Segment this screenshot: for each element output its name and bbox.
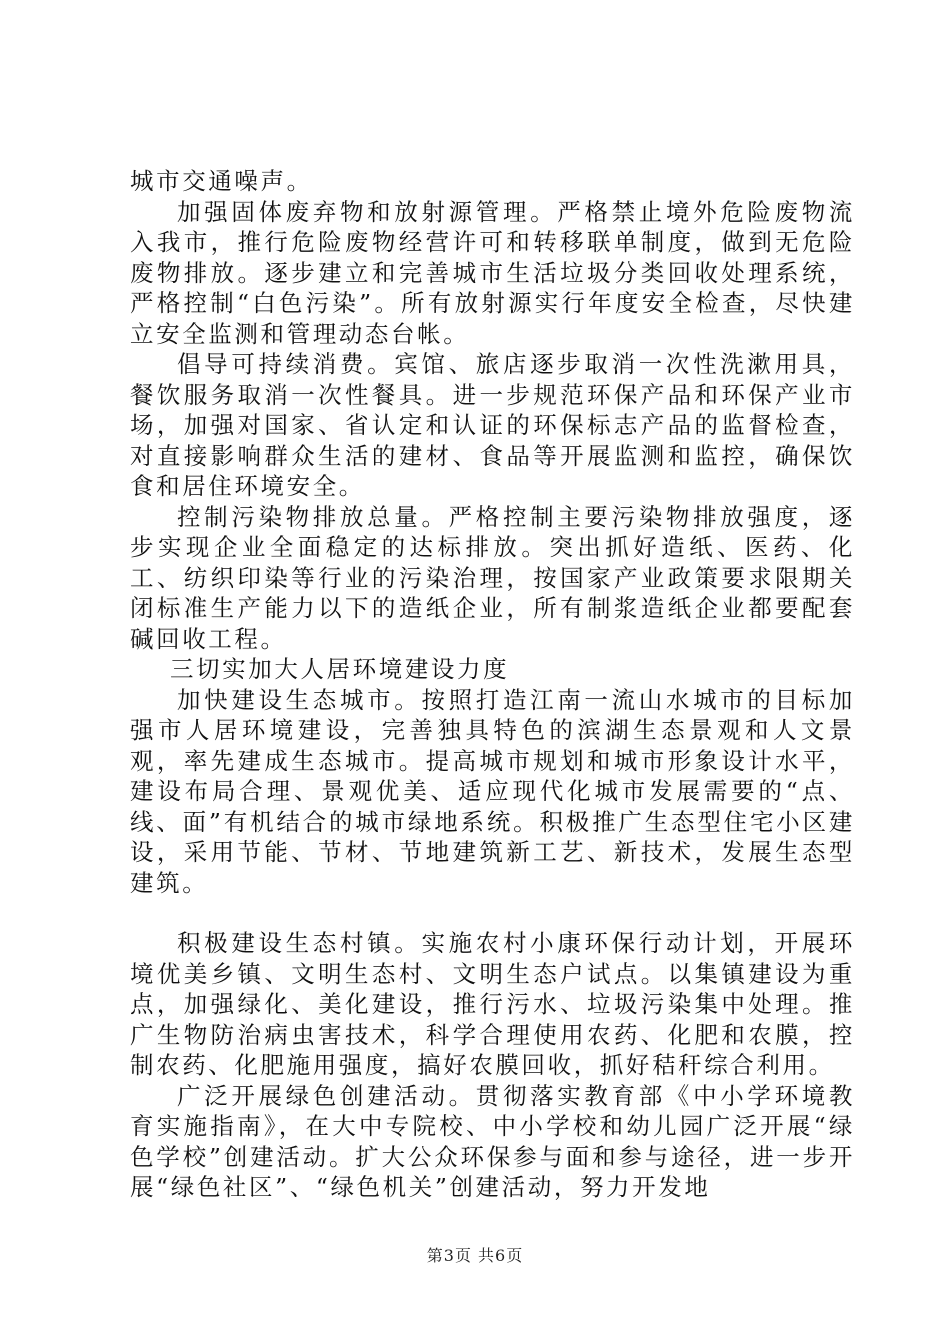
document-body [130,166,855,1203]
paragraph-sustainable-consumption: 倡导可持续消费。宾馆、旅店逐步取消一次性洗漱用具，餐饮服务取消一次性餐具。进一步规范环保产品和环保产业市场，加强对国家、省认定和认证的环保标志产品的监督检查，对直接影响群众生活的建材、食品等开展监测和监控，确保饮食和居住环境安全。 [130,350,855,500]
paragraph-gap [130,898,855,928]
paragraph-solid-waste: 加强固体废弃物和放射源管理。严格禁止境外危险废物流入我市，推行危险废物经营许可和转移联单制度，做到无危险废物排放。逐步建立和完善城市生活垃圾分类回收处理系统，严格控制“白色污染”。所有放射源实行年度安全检查，尽快建立安全监测和管理动态台帐。 [130,197,855,348]
paragraph-eco-city: 加快建设生态城市。按照打造江南一流山水城市的目标加强市人居环境建设，完善独具特色的滨湖生态景观和人文景观，率先建成生态城市。提高城市规划和城市形象设计水平，建设布局合理、景观优美、适应现代化城市发展需要的“点、线、面”有机结合的城市绿地系统。积极推广生态型住宅小区建设，采用节能、节材、节地建筑新工艺、新技术，发展生态型建筑。 [130,685,855,897]
section-heading: 三切实加大人居环境建设力度 [169,655,510,683]
paragraph-traffic-noise: 城市交通噪声。 [130,167,313,195]
paragraph-green-campaign: 广泛开展绿色创建活动。贯彻落实教育部《中小学环境教育实施指南》，在大中专院校、中小学校和幼儿园广泛开展“绿色学校”创建活动。扩大公众环保参与面和参与途径，进一步开展“绿色社区”、“绿色机关”创建活动，努力开发地 [130,1081,855,1201]
page-footer: 第3页 共6页 [426,1246,524,1265]
paragraph-eco-village: 积极建设生态村镇。实施农村小康环保行动计划，开展环境优美乡镇、文明生态村、文明生态户试点。以集镇建设为重点，加强绿化、美化建设，推行污水、垃圾污染集中处理。推广生物防治病虫害技术，科学合理使用农药、化肥和农膜，控制农药、化肥施用强度，搞好农膜回收，抓好秸秆综合利用。 [130,929,855,1079]
paragraph-pollution-control: 控制污染物排放总量。严格控制主要污染物排放强度，逐步实现企业全面稳定的达标排放。突出抓好造纸、医药、化工、纺织印染等行业的污染治理，按国家产业政策要求限期关闭标准生产能力以下的造纸企业，所有制浆造纸企业都要配套碱回收工程。 [130,502,855,653]
